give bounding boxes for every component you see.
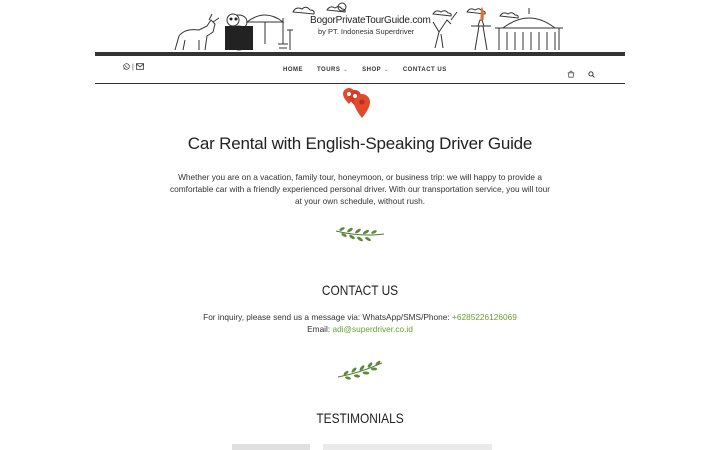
nav-item-tours[interactable] <box>317 67 348 73</box>
main-nav <box>95 56 625 84</box>
site-subtitle: by PT. Indonesia Superdriver <box>318 27 415 36</box>
cart-icon[interactable] <box>567 65 575 83</box>
chevron-down-icon: ⌄ <box>343 67 349 73</box>
nav-item-home[interactable] <box>283 67 303 73</box>
leaf-sprig-icon <box>334 223 386 245</box>
nav-item-label: CONTACT US <box>402 67 447 73</box>
contact-info <box>0 311 720 335</box>
nav-item-label: HOME <box>283 67 303 73</box>
testimonial-preview <box>232 444 492 450</box>
contact-line-email <box>0 323 720 335</box>
header-banner <box>95 0 625 52</box>
page-title: Car Rental with English-Speaking Driver Guide <box>187 134 533 153</box>
chevron-down-icon: ⌄ <box>384 67 389 73</box>
nav-social <box>123 63 144 72</box>
phone-link[interactable]: +6285226126069 <box>452 312 517 322</box>
contact-phone-prefix: For inquiry, please send us a message via: WhatsApp/SMS/Phone: <box>203 312 453 322</box>
site-name[interactable]: BogorPrivateTourGuide.com <box>310 15 431 26</box>
nav-item-label: SHOP <box>362 67 382 73</box>
nav-item-label: TOURS <box>317 67 341 73</box>
nav-separator: | <box>132 64 134 71</box>
nav-menu <box>283 67 447 73</box>
contact-line-phone <box>0 311 720 323</box>
intro-paragraph: Whether you are on a vacation, family tour, honeymoon, or business trip: we will happy to provide a comfortable car with a friendly experienced personal driver. With our transportation service, you will tour at your own schedule, without rush. <box>170 172 550 207</box>
banner-illustration <box>95 0 625 52</box>
whatsapp-icon[interactable] <box>123 63 130 72</box>
nav-actions <box>567 65 595 83</box>
testimonials-heading: TESTIMONIALS <box>316 410 404 426</box>
nav-item-contact-us[interactable] <box>403 67 447 73</box>
email-link[interactable]: adi@superdriver.co.id <box>332 324 413 334</box>
search-icon[interactable] <box>588 65 595 83</box>
map-pin-icon <box>340 86 374 120</box>
contact-heading: CONTACT US <box>321 282 399 298</box>
contact-email-prefix: Email: <box>307 324 333 334</box>
nav-item-shop[interactable] <box>362 67 389 73</box>
mail-icon[interactable] <box>136 63 144 72</box>
leaf-sprig-icon <box>334 359 386 381</box>
